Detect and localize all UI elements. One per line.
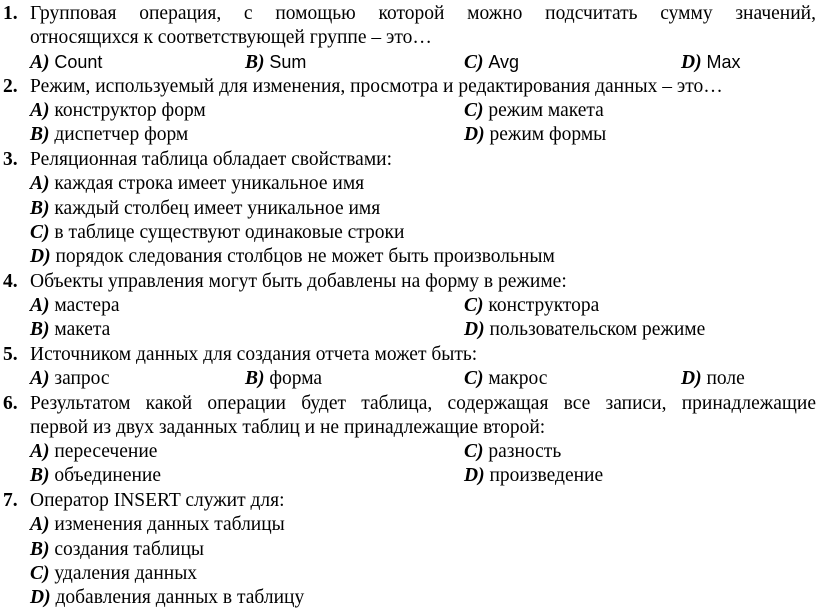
answer-option: C) макрос	[464, 368, 548, 389]
answer-option: C) удаления данных	[30, 563, 198, 584]
answer-option: B) диспетчер форм	[30, 124, 189, 145]
answer-option: D) поле	[681, 368, 745, 389]
answer-option: D) порядок следования столбцов не может быть произвольным	[30, 246, 555, 267]
answer-option: A) запрос	[30, 368, 110, 389]
question-number: 1.	[3, 3, 18, 24]
question-text: относящихся к соответствующей группе – это…	[30, 27, 432, 48]
answer-option: D) произведение	[464, 465, 604, 486]
answer-option: D) режим формы	[464, 124, 607, 145]
answer-option: C) конструктора	[464, 295, 600, 316]
question-text: Режим, используемый для изменения, просмотра и редактирования данных – это…	[30, 76, 723, 97]
answer-option: C) в таблице существуют одинаковые строки	[30, 222, 405, 243]
answer-option: B) макета	[30, 319, 111, 340]
answer-option: A) изменения данных таблицы	[30, 514, 285, 535]
question-text: Объекты управления могут быть добавлены на форму в режиме:	[30, 271, 567, 292]
answer-option: A) мастера	[30, 295, 120, 316]
question-text: Источником данных для создания отчета может быть:	[30, 344, 478, 365]
answer-option: B) каждый столбец имеет уникальное имя	[30, 198, 381, 219]
question-number: 2.	[3, 76, 18, 97]
question-text: Реляционная таблица обладает свойствами:	[30, 149, 393, 170]
question-text: Групповая операция, с помощью которой можно подсчитать сумму значений,	[30, 3, 816, 24]
answer-option: B) объединение	[30, 465, 162, 486]
answer-option: D) добавления данных в таблицу	[30, 587, 305, 608]
question-number: 3.	[3, 149, 18, 170]
answer-option: A) конструктор форм	[30, 100, 206, 121]
question-number: 5.	[3, 344, 18, 365]
question-text: Результатом какой операции будет таблица, содержащая все записи, принадлежащие	[30, 393, 816, 414]
answer-option: D) пользовательском режиме	[464, 319, 706, 340]
answer-option: C) Avg	[464, 52, 520, 73]
answer-option: B) Sum	[245, 52, 307, 73]
question-number: 7.	[3, 490, 18, 511]
answer-option: A) каждая строка имеет уникальное имя	[30, 173, 365, 194]
answer-option: A) Count	[30, 52, 103, 73]
question-number: 4.	[3, 271, 18, 292]
answer-option: D) Max	[681, 52, 741, 73]
answer-option: B) форма	[245, 368, 323, 389]
question-text: первой из двух заданных таблиц и не принадлежащие второй:	[30, 417, 546, 438]
question-text: Оператор INSERT служит для:	[30, 490, 285, 511]
question-number: 6.	[3, 393, 18, 414]
answer-option: C) режим макета	[464, 100, 604, 121]
answer-option: B) создания таблицы	[30, 539, 204, 560]
answer-option: A) пересечение	[30, 441, 158, 462]
answer-option: C) разность	[464, 441, 562, 462]
